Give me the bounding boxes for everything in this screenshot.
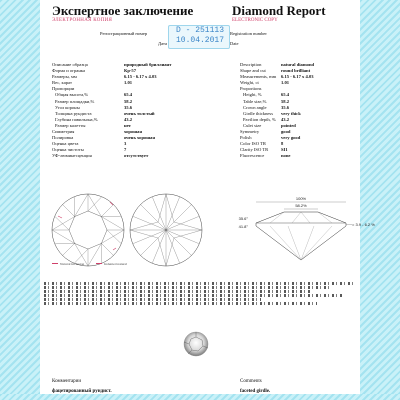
registration-date: 10.04.2017 [176,36,225,45]
comments-value-en: faceted girdle. [240,389,271,394]
detail-value: 6.15 - 6.17 x 4.03 [281,74,314,80]
detail-label: Table size,% [243,98,267,104]
detail-label: Girdle thickness [243,110,273,116]
detail-label: Размеры, мм [52,74,77,80]
detail-row [52,153,171,159]
diamond-photo [182,330,210,358]
detail-label: Оценка цвета [52,141,79,147]
detail-value: pointed [281,122,296,128]
detail-label: Description [240,62,262,67]
detail-value: none [281,153,291,159]
detail-label: Clarity ISO TR [240,147,269,153]
comments-value-ru: фацетированный рундист. [52,389,112,394]
detail-label: УФ-люминесценция [52,153,92,159]
detail-value: 65.4 [124,92,133,98]
detail-label: Толщина рундиста [55,110,92,116]
detail-label: Pavilion depth, % [243,116,276,122]
detail-label: Height, % [243,92,262,98]
detail-label: Polish [240,135,252,141]
detail-label: Culet size [243,122,262,128]
plot-legend [52,262,127,267]
profile-table-percent: 58.2% [295,203,307,208]
detail-value: 65.4 [281,92,290,98]
left-decorative-border [0,0,40,400]
detail-label: Форма и огранка [52,68,85,74]
title-russian: Экспертное заключение [52,3,194,18]
detail-value: 43.2 [124,116,133,122]
detail-value: 1.01 [281,80,290,86]
legend-line-icon [96,263,102,265]
detail-row [240,153,314,159]
detail-value: 35.6 [124,104,133,110]
detail-value: 43.2 [281,116,290,122]
detail-value: 58.2 [124,98,133,104]
detail-label: Размер калетты [55,122,86,128]
inclusion-marks [58,202,116,250]
detail-value: 35.6 [281,104,290,110]
profile-crown-angle: 35.6° [238,216,248,221]
legend-item-1: Natural inclusion [52,262,84,267]
detail-label: Пропорции [52,86,75,92]
detail-label: Описание образца [52,62,88,67]
detail-value: очень толстый [124,110,155,116]
detail-label: Глубина павильона,% [55,116,98,122]
detail-label: Угол короны [55,104,80,110]
subtitle-english: ELECTRONIC COPY [232,18,278,23]
detail-value: 3 [124,141,127,147]
detail-value: природный бриллиант [124,62,172,67]
detail-value: хорошая [124,129,142,135]
detail-label: Color ISO TR [240,141,266,147]
details-table-english [240,62,314,160]
detail-label: Measurements, mm [240,74,277,80]
detail-label: Weight, ct [240,80,259,86]
detail-value: Кр-57 [124,68,137,74]
registration-label-en: Registration number [230,31,267,36]
detail-value: отсутствует [124,153,149,159]
detail-label: Оценка чистоты [52,147,84,153]
registration-number: D - 251113 [176,26,225,35]
title-english: Diamond Report [232,3,326,18]
detail-value: 1.01 [124,80,133,86]
detail-label: Симметрия [52,129,75,135]
detail-value: очень хорошая [124,135,155,141]
detail-value: good [281,129,291,135]
detail-value: 7 [124,147,127,153]
comments-label-en: Comments [240,379,262,384]
detail-value: нет [124,122,131,128]
legend-line-icon [52,263,58,265]
registration-label-ru: Регистрационный номер [100,31,148,36]
detail-label: Размер площадки,% [55,98,95,104]
subtitle-russian: ЭЛЕКТРОННАЯ КОПИЯ [52,18,113,23]
detail-value: SI1 [281,147,288,153]
profile-plot [239,196,376,260]
detail-value: 58.2 [281,98,290,104]
detail-label: Shape and cut [240,68,266,74]
detail-value: round brilliant [281,68,311,74]
pavilion-plot [130,194,202,266]
detail-label: Crown angle [243,104,267,110]
detail-value: 6.15 - 6.17 x 4.03 [124,74,157,80]
date-label-en: Date [230,41,239,46]
detail-value: very thick [281,110,301,116]
detail-label: Общая высота,% [55,92,89,98]
bottom-decorative-border [0,394,400,400]
profile-girdle-range: = 3.9 - 6.2 % [352,222,375,227]
detail-label: Fluorescence [240,153,265,159]
comments-label-ru: Комментарии [52,379,82,384]
fine-print-block [44,281,354,315]
detail-label: Proportions [240,86,262,92]
details-table-russian [52,62,171,160]
profile-top-percent: 100% [295,196,307,201]
profile-pavilion-angle: 41.8° [238,224,248,229]
date-label-ru: Дата [158,41,167,46]
detail-value: natural diamond [281,62,315,67]
legend-item-2: Indented natural [96,262,127,267]
detail-label: Symmetry [240,129,260,135]
detail-label: Вес, карат [52,80,72,86]
detail-value: 8 [281,141,284,147]
detail-value: very good [281,135,301,141]
detail-label: Полировка [52,135,74,141]
crown-plot [52,194,124,266]
right-decorative-border [360,0,400,400]
